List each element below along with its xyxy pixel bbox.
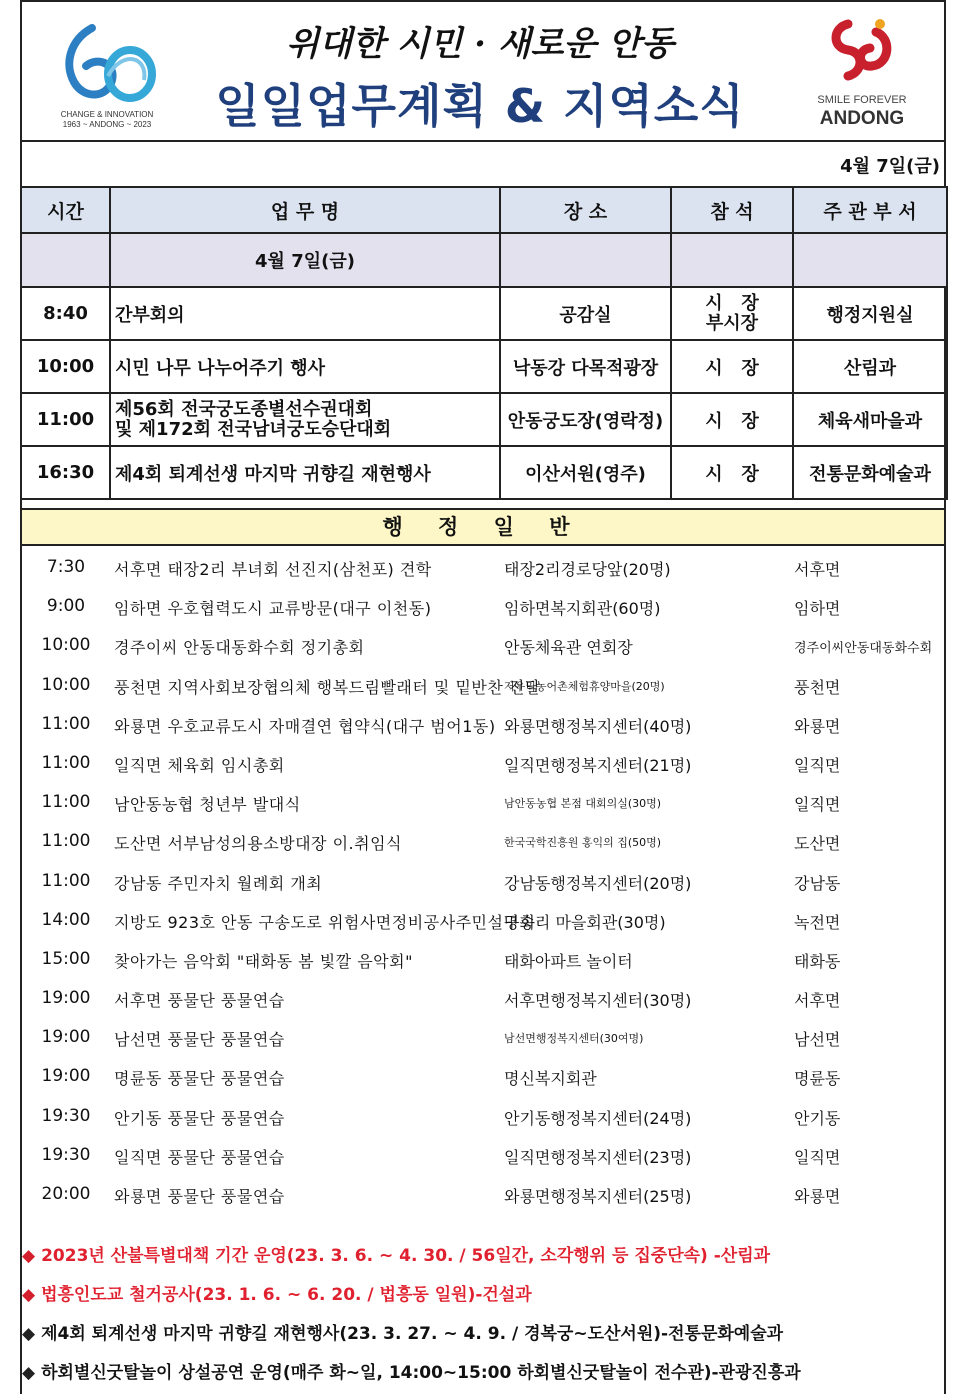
admin-row xyxy=(22,1018,944,1057)
header-department: 주 관 부 서 xyxy=(793,187,947,233)
admin-row-dept: 태화동 xyxy=(794,951,841,971)
admin-row-dept: 일직면 xyxy=(794,755,841,775)
admin-row-dept: 풍천면 xyxy=(794,677,841,697)
event-attendee: 시 장 xyxy=(671,393,793,446)
admin-row-place: 안동체육관 연회장 xyxy=(504,638,633,658)
diamond-bullet-icon: ◆ xyxy=(22,1246,36,1266)
admin-row-time: 11:00 xyxy=(41,792,91,813)
admin-row-place: 남안동농협 본점 대회의실(30명) xyxy=(504,797,662,811)
admin-row-name: 서후면 태장2리 부녀회 선진지(삼천포) 견학 xyxy=(114,560,432,579)
admin-row-time: 10:00 xyxy=(41,674,91,695)
admin-row-place: 안기동행정복지센터(24명) xyxy=(504,1108,692,1128)
event-name xyxy=(110,393,500,446)
notice-item xyxy=(22,1238,944,1277)
event-name-line: 제56회 전국궁도종별선수권대회 xyxy=(115,398,373,420)
event-place: 이산서원(영주) xyxy=(500,446,671,499)
admin-row-name: 와룡면 우호교류도시 자매결연 협약식(대구 범어1동) xyxy=(114,716,496,736)
logo-right-line-2: ANDONG xyxy=(819,108,905,129)
admin-row-dept: 안기동 xyxy=(794,1108,841,1128)
admin-row-dept: 경주이씨안동대동화수회 xyxy=(794,641,933,657)
event-department: 체육새마을과 xyxy=(793,393,947,446)
report-date: 4월 7일(금) xyxy=(840,156,940,177)
admin-row xyxy=(22,783,944,822)
admin-row xyxy=(22,1097,944,1136)
event-time: 11:00 xyxy=(21,393,110,446)
admin-row-place: 일직면행정복지센터(21명) xyxy=(504,755,692,775)
event-place: 안동궁도장(영락정) xyxy=(500,393,671,446)
admin-row-place: 임하면복지회관(60명) xyxy=(504,599,661,619)
page-title: 일일업무계획 & 지역소식 xyxy=(215,79,745,133)
notice-text: 2023년 산불특별대책 기간 운영(23. 3. 6. ~ 4. 30. / 56일간, 소각행위 등 집중단속) -산림과 xyxy=(41,1246,771,1266)
admin-row-time: 7:30 xyxy=(46,557,86,577)
event-attendee: 시 장 xyxy=(671,340,793,393)
event-name: 제4회 퇴계선생 마지막 귀향길 재현행사 xyxy=(110,446,500,499)
admin-row-dept: 서후면 xyxy=(794,560,841,579)
admin-row-time: 19:00 xyxy=(41,1066,91,1087)
event-attendee: 시 장 xyxy=(705,292,759,314)
notice-text: 제4회 퇴계선생 마지막 귀향길 재현행사(23. 3. 27. ~ 4. 9. / 경복궁~도산서원)-전통문화예술과 xyxy=(41,1324,784,1344)
admin-row-name: 남선면 풍물단 풍물연습 xyxy=(114,1030,285,1050)
admin-row-time: 11:00 xyxy=(41,870,91,891)
admin-row-name: 명륜동 풍물단 풍물연습 xyxy=(114,1069,285,1089)
admin-row-dept: 와룡면 xyxy=(794,1187,841,1206)
admin-row-dept: 도산면 xyxy=(794,834,841,854)
event-place: 공감실 xyxy=(500,287,671,340)
day-row xyxy=(21,233,947,287)
admin-row-place: 명신복지회관 xyxy=(504,1069,597,1089)
logo-left-line-2: 1963 ~ ANDONG ~ 2023 xyxy=(62,120,152,129)
event-place: 낙동강 다목적광장 xyxy=(500,340,671,393)
admin-row-time: 15:00 xyxy=(41,948,91,969)
notice-text: 법흥인도교 철거공사(23. 1. 6. ~ 6. 20. / 법흥동 일원)-건설과 xyxy=(41,1285,532,1305)
admin-row-dept: 명륜동 xyxy=(794,1069,841,1089)
slogan: 위대한 시민 · 새로운 안동 xyxy=(286,24,674,64)
admin-row-place: 일직면행정복지센터(23명) xyxy=(504,1147,692,1167)
logo-left-line-1: CHANGE & INNOVATION xyxy=(60,110,154,119)
admin-row xyxy=(22,1136,944,1175)
admin-row xyxy=(22,587,944,626)
event-row xyxy=(21,287,947,340)
admin-row-dept: 녹전면 xyxy=(794,912,841,932)
admin-row-place: 태화아파트 놀이터 xyxy=(504,951,633,971)
admin-row xyxy=(22,901,944,940)
admin-row-name: 와룡면 풍물단 풍물연습 xyxy=(114,1187,285,1206)
admin-row xyxy=(22,705,944,744)
smile-andong-logo-icon xyxy=(822,14,902,94)
admin-row-place: 남선면행정복지센터(30여명) xyxy=(504,1032,644,1046)
admin-row xyxy=(22,1057,944,1096)
admin-row-time: 11:00 xyxy=(41,831,91,852)
event-time: 10:00 xyxy=(21,340,110,393)
admin-row xyxy=(22,940,944,979)
page-header xyxy=(20,0,946,140)
date-row xyxy=(20,140,946,186)
event-attendee: 부시장 xyxy=(705,312,759,334)
admin-row-name: 경주이씨 안동대동화수회 정기총회 xyxy=(114,638,365,658)
admin-row-name: 도산면 서부남성의용소방대장 이.취임식 xyxy=(114,834,403,854)
event-row xyxy=(21,446,947,499)
day-row-empty xyxy=(671,233,793,287)
event-attendee: 시 장 xyxy=(671,446,793,499)
admin-row-dept: 와룡면 xyxy=(794,716,841,736)
admin-row-dept: 일직면 xyxy=(794,795,841,815)
event-name: 간부회의 xyxy=(110,287,500,340)
header-attendees: 참 석 xyxy=(671,187,793,233)
admin-row-place: 와룡면행정복지센터(25명) xyxy=(504,1187,692,1206)
admin-row-time: 10:00 xyxy=(41,635,91,656)
admin-list xyxy=(22,548,944,1214)
diamond-bullet-icon: ◆ xyxy=(22,1285,36,1305)
admin-row-place: 태장2리경로당앞(20명) xyxy=(504,560,671,579)
admin-row-place: 저우리농어촌체험휴양마을(20명) xyxy=(504,679,665,693)
admin-row-dept: 임하면 xyxy=(794,599,841,619)
admin-row-time: 11:00 xyxy=(41,752,91,773)
event-row xyxy=(21,340,947,393)
event-attendees xyxy=(671,287,793,340)
anniversary-logo xyxy=(52,20,162,130)
event-department: 산림과 xyxy=(793,340,947,393)
notice-list xyxy=(22,1238,944,1394)
admin-row-place: 와룡면행정복지센터(40명) xyxy=(504,716,692,736)
admin-row-name: 안기동 풍물단 풍물연습 xyxy=(114,1108,285,1128)
admin-section-title: 행 정 일 반 xyxy=(20,508,946,546)
event-time: 8:40 xyxy=(21,287,110,340)
admin-row xyxy=(22,822,944,861)
admin-row-name: 풍천면 지역사회보장협의체 행복드림빨래터 및 밑반찬 전달 xyxy=(114,677,541,697)
admin-row-name: 임하면 우호협력도시 교류방문(대구 이천동) xyxy=(114,599,432,619)
notice-item xyxy=(22,1355,944,1394)
admin-row-name: 찾아가는 음악회 "태화동 봄 빛깔 음악회" xyxy=(114,951,413,971)
admin-row-place: 강남동행정복지센터(20명) xyxy=(504,873,692,893)
admin-row-place: 구송리 마을회관(30명) xyxy=(504,912,666,932)
notice-item xyxy=(22,1277,944,1316)
admin-row xyxy=(22,626,944,665)
header-task: 업 무 명 xyxy=(110,187,500,233)
schedule-header-row xyxy=(21,187,947,233)
admin-row xyxy=(22,1175,944,1214)
admin-row-time: 14:00 xyxy=(41,909,91,930)
admin-row-name: 일직면 풍물단 풍물연습 xyxy=(114,1147,285,1167)
day-row-empty xyxy=(793,233,947,287)
event-name-line: 및 제172회 전국남녀궁도승단대회 xyxy=(115,418,392,440)
admin-row-name: 서후면 풍물단 풍물연습 xyxy=(114,991,285,1011)
admin-row-time: 11:00 xyxy=(41,713,91,734)
admin-row-name: 지방도 923호 안동 구송도로 위험사면정비공사주민설명회 xyxy=(114,912,536,932)
notice-text: 하회별신굿탈놀이 상설공연 운영(매주 화~일, 14:00~15:00 하회별신굿탈놀이 전수관)-관광진흥과 xyxy=(41,1363,801,1383)
schedule-table xyxy=(20,186,948,500)
admin-row-dept: 강남동 xyxy=(794,873,841,893)
header-place: 장 소 xyxy=(500,187,671,233)
admin-row-time: 19:30 xyxy=(41,1144,91,1165)
sixty-logo-icon xyxy=(52,20,162,110)
admin-row-name: 남안동농협 청년부 발대식 xyxy=(114,795,301,815)
event-row xyxy=(21,393,947,446)
admin-row xyxy=(22,862,944,901)
event-department: 행정지원실 xyxy=(793,287,947,340)
admin-row-name: 강남동 주민자치 월례회 개최 xyxy=(114,873,323,893)
day-row-empty xyxy=(21,233,110,287)
diamond-bullet-icon: ◆ xyxy=(22,1324,36,1344)
notice-item xyxy=(22,1316,944,1355)
admin-row-dept: 남선면 xyxy=(794,1030,841,1050)
admin-row-time: 19:30 xyxy=(41,1105,91,1126)
admin-row-time: 19:00 xyxy=(41,1027,91,1048)
admin-row xyxy=(22,744,944,783)
admin-row-time: 9:00 xyxy=(46,596,86,617)
header-time: 시간 xyxy=(21,187,110,233)
admin-row-dept: 일직면 xyxy=(794,1147,841,1167)
admin-row-time: 20:00 xyxy=(41,1184,91,1204)
event-time: 16:30 xyxy=(21,446,110,499)
day-label: 4월 7일(금) xyxy=(110,233,500,287)
logo-right-line-1: SMILE FOREVER xyxy=(817,94,907,106)
day-row-empty xyxy=(500,233,671,287)
diamond-bullet-icon: ◆ xyxy=(22,1363,36,1383)
admin-row-time: 19:00 xyxy=(41,988,91,1009)
admin-row-name: 일직면 체육회 임시총회 xyxy=(114,755,285,775)
admin-row xyxy=(22,548,944,587)
event-name: 시민 나무 나누어주기 행사 xyxy=(110,340,500,393)
admin-row-place: 한국국학진흥원 홍익의 집(50명) xyxy=(504,836,662,850)
andong-logo xyxy=(802,12,922,132)
admin-row-place: 서후면행정복지센터(30명) xyxy=(504,991,692,1011)
admin-row-dept: 서후면 xyxy=(794,991,841,1011)
admin-row xyxy=(22,666,944,705)
event-department: 전통문화예술과 xyxy=(793,446,947,499)
admin-row xyxy=(22,979,944,1018)
